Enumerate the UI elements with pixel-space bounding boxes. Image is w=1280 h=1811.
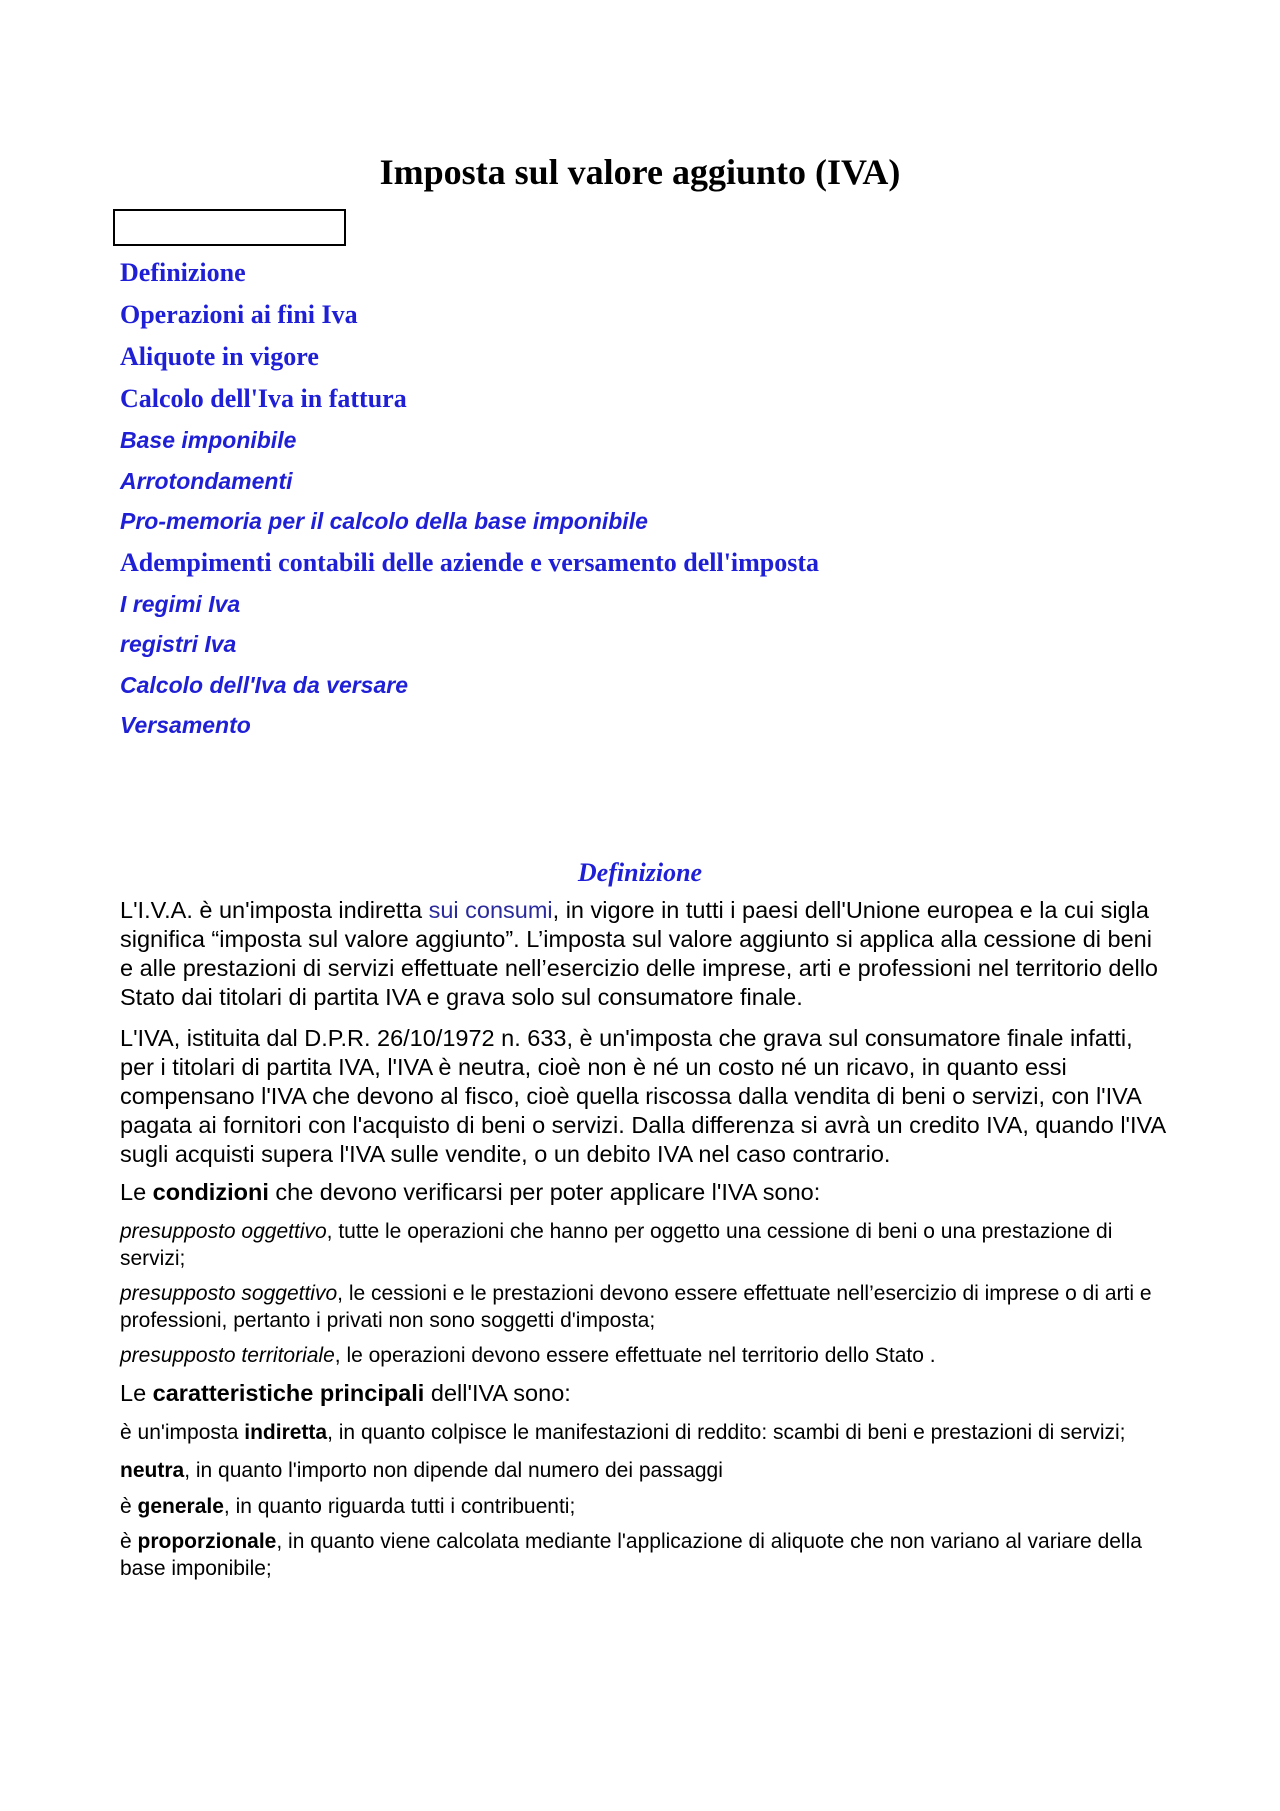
bold-term: indiretta (244, 1420, 328, 1444)
toc-item (120, 624, 819, 665)
toc-link-calcolo-versare[interactable]: Calcolo dell'Iva da versare (120, 671, 409, 698)
table-of-contents (120, 252, 819, 746)
bold-term: generale (137, 1494, 224, 1518)
italic-term: presupposto soggettivo (120, 1282, 338, 1305)
bold-term: caratteristiche principali (152, 1379, 425, 1406)
toc-item (120, 294, 819, 336)
toc-link-adempimenti[interactable]: Adempimenti contabili delle aziende e versamento dell'imposta (120, 547, 820, 577)
toc-link-registri-iva[interactable]: registri Iva (120, 631, 237, 657)
text-span: Le (120, 1379, 153, 1406)
page-title: Imposta sul valore aggiunto (IVA) (379, 152, 901, 192)
condition-item (120, 1219, 1165, 1272)
toc-link-definizione[interactable]: Definizione (120, 258, 246, 287)
text-span: , in quanto colpisce le manifestazioni di reddito: scambi di beni e prestazioni di servizi; (327, 1420, 1126, 1444)
toc-item (120, 336, 819, 378)
toc-item (120, 665, 819, 706)
toc-item (120, 378, 819, 420)
characteristic-item (120, 1458, 1165, 1485)
toc-link-calcolo-fattura[interactable]: Calcolo dell'Iva in fattura (120, 384, 407, 413)
toc-item (120, 461, 819, 502)
italic-term: presupposto oggettivo (120, 1220, 327, 1243)
toc-item (120, 252, 819, 294)
paragraph-intro (120, 896, 1165, 1012)
link-sui-consumi[interactable]: sui consumi (428, 897, 553, 923)
text-span: che devono verificarsi per poter applicare l'IVA sono: (268, 1179, 821, 1205)
toc-link-arrotondamenti[interactable]: Arrotondamenti (120, 467, 293, 494)
text-span: L'I.V.A. è un'imposta indiretta (120, 897, 429, 923)
toc-item (120, 542, 819, 584)
text-span: , le operazioni devono essere effettuate nel territorio dello Stato . (334, 1344, 936, 1367)
toc-item (120, 584, 819, 625)
characteristic-item (120, 1494, 1165, 1521)
paragraph-istituzione: L'IVA, istituita dal D.P.R. 26/10/1972 n. 633, è un'imposta che grava sul consumatore finale infatti, per i titolari di partita IVA, l'IVA è neutra, cioè non è né un costo né un ricavo, in quanto essi compensano l'IVA che devono al fisco, cioè quella riscossa dalla vendita di beni o servizi, con l'IVA pagata ai fornitori con l'acquisto di beni o servizi. Dalla differenza si avrà un credito IVA, quando l'IVA sugli acquisti supera l'IVA sulle vendite, o un debito IVA nel caso contrario. (120, 1025, 1165, 1167)
condition-item (120, 1281, 1165, 1334)
toc-link-pro-memoria[interactable]: Pro-memoria per il calcolo della base imponibile (120, 508, 648, 534)
paragraph-caratteristiche-intro (120, 1379, 1165, 1408)
toc-link-base-imponibile[interactable]: Base imponibile (120, 427, 297, 453)
toc-item (120, 420, 819, 461)
section-body (120, 896, 1165, 1582)
text-span: , le cessioni e le prestazioni devono essere effettuate nell’esercizio di imprese o di arti e professioni, pertanto i privati non sono soggetti d'imposta; (120, 1282, 1152, 1332)
toc-link-regimi-iva[interactable]: I regimi Iva (120, 590, 241, 617)
toc-item (120, 705, 819, 746)
bold-term: neutra (120, 1459, 185, 1482)
text-span: , tutte le operazioni che hanno per oggetto una cessione di beni o una prestazione di servizi; (120, 1220, 1113, 1270)
bold-term: condizioni (152, 1179, 269, 1205)
paragraph-condizioni-intro (120, 1178, 1165, 1207)
toc-frame (113, 209, 346, 246)
text-span: Le (120, 1179, 153, 1205)
italic-term: presupposto territoriale (120, 1344, 335, 1367)
text-span: è (120, 1530, 138, 1553)
text-span: , in quanto viene calcolata mediante l'applicazione di aliquote che non variano al variare della base imponibile; (120, 1530, 1142, 1580)
text-span: , in vigore in tutti i paesi dell'Unione europea e la cui sigla significa “imposta sul valore aggiunto”. L’imposta sul valore aggiunto si applica alla cessione di beni e alle prestazioni di servizi effettuate nell’esercizio delle imprese, arti e professioni nel territorio dello Stato dai titolari di partita IVA e grava solo sul consumatore finale. (120, 897, 1158, 1010)
text-span: , in quanto riguarda tutti i contribuenti; (223, 1494, 576, 1518)
bold-term: proporzionale (137, 1530, 277, 1553)
toc-link-operazioni[interactable]: Operazioni ai fini Iva (120, 300, 358, 329)
characteristic-item (120, 1420, 1165, 1447)
section-heading-definizione: Definizione (577, 858, 703, 887)
toc-link-versamento[interactable]: Versamento (120, 712, 251, 738)
text-span: è un'imposta (120, 1420, 245, 1444)
text-span: , in quanto l'importo non dipende dal numero dei passaggi (184, 1459, 723, 1482)
condition-item (120, 1343, 1165, 1370)
characteristic-item (120, 1529, 1165, 1582)
toc-link-aliquote[interactable]: Aliquote in vigore (120, 342, 319, 371)
toc-item (120, 501, 819, 542)
text-span: è (120, 1494, 138, 1518)
text-span: dell'IVA sono: (424, 1379, 571, 1406)
